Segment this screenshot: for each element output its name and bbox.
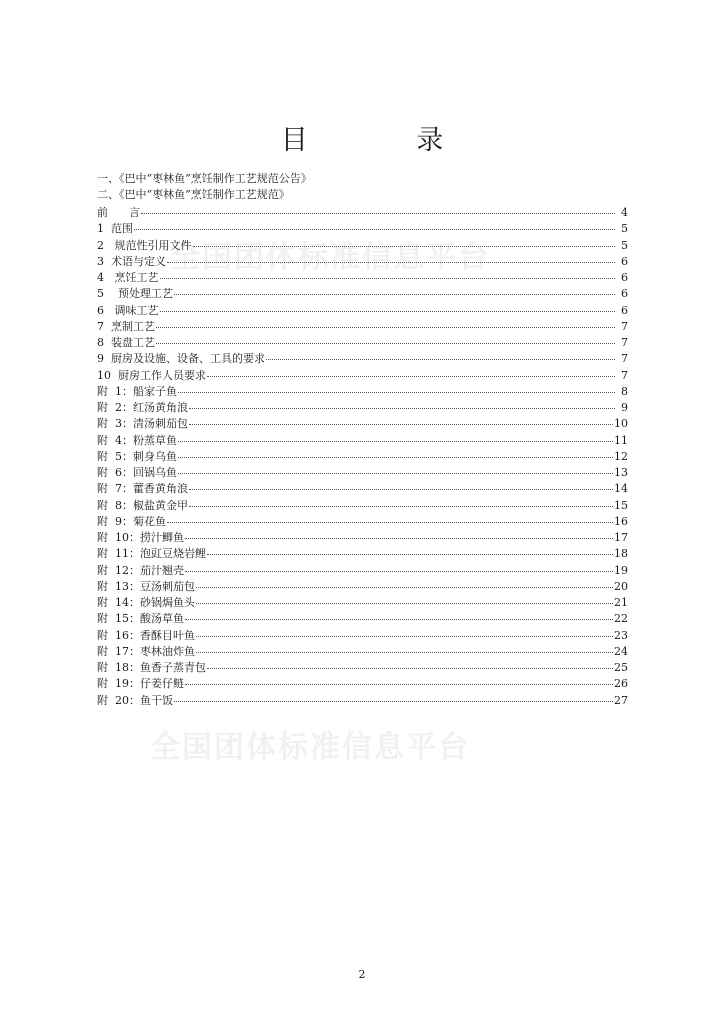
toc-dot-leader: [196, 636, 613, 637]
toc-entry[interactable]: [97, 693, 628, 709]
toc-dot-leader: [185, 619, 613, 620]
toc-dot-leader: [189, 506, 613, 507]
toc-entry[interactable]: [97, 514, 628, 530]
toc-entry-page: 7: [621, 352, 628, 366]
toc-entry-label: 附 6：回锅乌鱼: [97, 466, 177, 479]
toc-dot-leader: [156, 343, 615, 344]
toc-entry-label: 附 19：仔姜仔鲢: [97, 677, 184, 691]
toc-dot-leader: [178, 441, 613, 442]
toc-entry[interactable]: [97, 628, 628, 644]
toc-entry-label: 前 言: [97, 206, 140, 219]
toc-entry-page: 20: [614, 579, 628, 593]
toc-dot-leader: [167, 262, 615, 263]
toc-dot-leader: [141, 213, 615, 214]
toc-entry-label: 附 13：豆汤刺茄包: [97, 579, 195, 593]
toc-entry-page: 25: [614, 661, 628, 674]
toc-entry-label: 附 12：茄汁翘壳: [97, 563, 184, 577]
toc-entry[interactable]: [97, 579, 628, 595]
toc-dot-leader: [178, 473, 613, 474]
toc-entry-page: 18: [614, 547, 628, 561]
toc-entry-label: 3 术语与定义: [97, 254, 166, 268]
toc-entry-page: 7: [621, 368, 628, 382]
watermark-bottom: 全国团体标准信息平台: [150, 730, 470, 765]
toc-entry-page: 9: [621, 401, 628, 414]
toc-entry-label: 5 预处理工艺: [97, 287, 173, 301]
toc-entry-label: 附 7：藿香黄角浪: [97, 482, 188, 496]
toc-entry[interactable]: [97, 498, 628, 514]
toc-dot-leader: [174, 294, 615, 295]
toc-dot-leader: [167, 522, 613, 523]
toc-entry-label: 附 16：香酥目叶鱼: [97, 628, 195, 642]
toc-entry[interactable]: [97, 286, 628, 302]
toc-entry[interactable]: [97, 530, 628, 546]
toc-dot-leader: [189, 408, 615, 409]
toc-entry[interactable]: [97, 676, 628, 692]
toc-entry[interactable]: [97, 644, 628, 660]
toc-entry-label: 附 1：船家子鱼: [97, 384, 177, 398]
intro-line-1: 一、《巴中“枣林鱼”烹饪制作工艺规范公告》: [97, 172, 312, 185]
toc-entry-label: 附 11：泡豇豆烧岩鲤: [97, 547, 206, 561]
toc-dot-leader: [185, 571, 613, 572]
toc-entry[interactable]: [97, 611, 628, 627]
toc-dot-leader: [189, 424, 613, 425]
toc-entry[interactable]: [97, 368, 628, 384]
toc-dot-leader: [160, 278, 616, 279]
toc-entry[interactable]: [97, 660, 628, 676]
toc-entry-label: 10 厨房工作人员要求: [97, 368, 206, 382]
toc-entry[interactable]: [97, 303, 628, 319]
toc-entry-page: 15: [614, 498, 628, 512]
toc-entry[interactable]: [97, 465, 628, 481]
toc-entry[interactable]: [97, 563, 628, 579]
toc-entry-page: 7: [621, 319, 628, 333]
toc-entry[interactable]: [97, 595, 628, 611]
toc-entry[interactable]: [97, 270, 628, 286]
toc-entry-label: 1 范围: [97, 222, 133, 236]
toc-entry-label: 附 10：捞汁鲫鱼: [97, 531, 184, 544]
toc-entry[interactable]: [97, 238, 628, 254]
toc-entry-page: 14: [614, 482, 628, 496]
toc-entry-label: 附 8：椒盐黄金甲: [97, 498, 188, 512]
toc-dot-leader: [174, 701, 613, 702]
toc-entry-label: 附 14：砂锅焗鱼头: [97, 596, 195, 609]
toc-entry-label: 7 烹制工艺: [97, 319, 155, 333]
toc-dot-leader: [134, 229, 615, 230]
toc-entry-label: 附 18：鱼香子蒸青包: [97, 661, 206, 674]
toc-dot-leader: [185, 538, 613, 539]
toc-entry-label: 附 3：清汤刺茄包: [97, 417, 188, 431]
toc-dot-leader: [189, 489, 613, 490]
toc-entry[interactable]: [97, 254, 628, 270]
toc-entry-page: 10: [614, 417, 628, 431]
toc-dot-leader: [266, 359, 615, 360]
watermark-top: 全国团体标准信息平台: [170, 240, 490, 275]
toc-entry-label: 附 4：粉蒸草鱼: [97, 433, 177, 447]
toc-dot-leader: [178, 457, 613, 458]
table-of-contents: [97, 205, 628, 709]
toc-dot-leader: [160, 311, 616, 312]
toc-entry-page: 6: [621, 303, 628, 317]
toc-entry-page: 17: [614, 531, 628, 544]
toc-entry-page: 12: [614, 449, 628, 463]
toc-entry-label: 附 5：刺身乌鱼: [97, 449, 177, 463]
toc-entry-page: 5: [621, 222, 628, 236]
toc-entry[interactable]: [97, 335, 628, 351]
toc-entry-page: 6: [621, 287, 628, 301]
toc-entry-page: 19: [614, 563, 628, 577]
toc-entry-label: 附 9：菊花鱼: [97, 514, 166, 528]
toc-entry-label: 8 装盘工艺: [97, 336, 155, 349]
toc-entry-page: 24: [614, 644, 628, 658]
toc-entry[interactable]: [97, 546, 628, 562]
toc-entry[interactable]: [97, 449, 628, 465]
toc-entry-page: 8: [621, 384, 628, 398]
toc-entry-label: 附 20：鱼干饭: [97, 693, 173, 707]
toc-dot-leader: [178, 392, 615, 393]
toc-entry-label: 附 15：酸汤草鱼: [97, 612, 184, 626]
toc-entry-label: 附 2：红汤黄角浪: [97, 401, 188, 414]
toc-entry-label: 附 17：枣林油炸鱼: [97, 644, 195, 658]
toc-entry-page: 16: [614, 514, 628, 528]
toc-dot-leader: [156, 327, 615, 328]
toc-entry-label: 9 厨房及设施、设备、工具的要求: [97, 352, 265, 366]
toc-entry-page: 27: [614, 693, 628, 707]
toc-entry[interactable]: [97, 416, 628, 432]
toc-dot-leader: [207, 376, 615, 377]
toc-entry[interactable]: [97, 384, 628, 400]
toc-entry-page: 6: [621, 271, 628, 284]
toc-entry[interactable]: [97, 205, 628, 221]
page-title: 目 录: [280, 125, 494, 156]
toc-dot-leader: [196, 603, 613, 604]
toc-dot-leader: [196, 587, 613, 588]
toc-entry-label: 4 烹饪工艺: [97, 271, 159, 284]
toc-entry-page: 13: [614, 466, 628, 479]
toc-entry-page: 4: [621, 206, 628, 219]
toc-entry-page: 22: [614, 612, 628, 626]
toc-entry[interactable]: [97, 400, 628, 416]
toc-dot-leader: [196, 652, 613, 653]
toc-entry-page: 5: [621, 238, 628, 252]
toc-entry-page: 11: [614, 433, 628, 447]
toc-entry-label: 2 规范性引用文件: [97, 238, 192, 252]
toc-dot-leader: [207, 554, 613, 555]
toc-entry-page: 7: [621, 336, 628, 349]
toc-entry-page: 21: [614, 596, 628, 609]
toc-dot-leader: [207, 668, 613, 669]
toc-entry[interactable]: [97, 221, 628, 237]
toc-dot-leader: [193, 246, 616, 247]
toc-entry[interactable]: [97, 319, 628, 335]
toc-entry[interactable]: [97, 433, 628, 449]
toc-dot-leader: [185, 684, 613, 685]
toc-entry[interactable]: [97, 481, 628, 497]
toc-entry-page: 26: [614, 677, 628, 691]
toc-entry-page: 23: [614, 628, 628, 642]
toc-entry-label: 6 调味工艺: [97, 303, 159, 317]
toc-entry-page: 6: [621, 254, 628, 268]
toc-entry[interactable]: [97, 351, 628, 367]
intro-line-2: 二、《巴中“枣林鱼”烹饪制作工艺规范》: [97, 188, 290, 201]
page-number: 2: [358, 968, 366, 981]
